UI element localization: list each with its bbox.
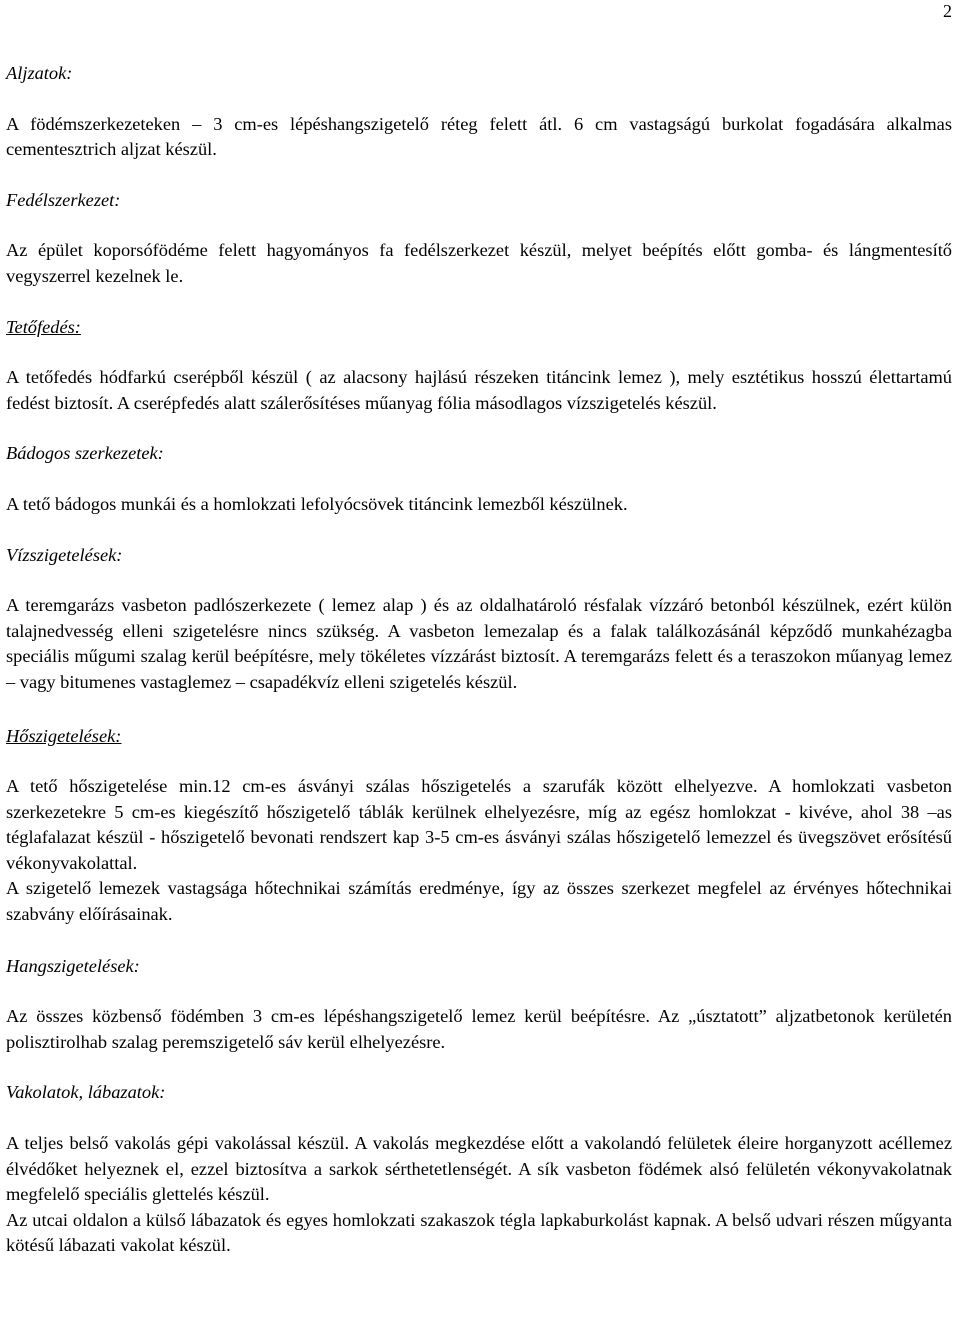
heading-fedelszerkezet: Fedélszerkezet: <box>6 189 121 210</box>
page-number: 2 <box>943 1 952 21</box>
document-body <box>6 61 952 1259</box>
paragraph-tetofedes: A tetőfedés hódfarkú cserépből készül ( az alacsony hajlású részeken titáncink lemez ), mely esztétikus hosszú élettartamú fedést biztosít. A cserépfedés alatt szálerősítéses műanyag fólia másodlagos vízszigetelés készül. <box>6 367 952 413</box>
paragraph-aljzatok: A födémszerkezeteken – 3 cm-es lépéshangszigetelő réteg felett átl. 6 cm vastagságú burkolat fogadására alkalmas cementesztrich aljzat készül. <box>6 113 952 160</box>
paragraph-vizszigeteles: A teremgarázs vasbeton padlószerkezete ( lemez alap ) és az oldalhatároló résfalak vízzáró betonból készülnek, ezért külön talajnedvesség elleni szigetelésre nincs szükség. A vasbeton lemezalap és a falak találkozásánál képződő munkahézagba speciális műgumi szalag kerül beépítésre, mely tökéletes vízzárást biztosít. A teremgarázs felett és a teraszokon műanyag lemez – vagy bitumenes vastaglemez – csapadékvíz elleni szigetelés készül. <box>6 595 952 692</box>
paragraph-fedelszerkezet: Az épület koporsófödéme felett hagyományos fa fedélszerkezet készül, melyet beépítés előtt gomba- és lángmentesítő vegyszerrel kezelnek le. <box>6 240 952 286</box>
paragraph-badogos: A tető bádogos munkái és a homlokzati lefolyócsövek titáncink lemezből készülnek. <box>6 493 628 514</box>
heading-hangszigeteles: Hangszigetelések: <box>6 955 140 976</box>
heading-tetofedes: Tetőfedés: <box>6 316 81 337</box>
paragraph-hoszigeteles-1: A tető hőszigetelése min.12 cm-es ásványi szálas hőszigetelés a szarufák között elhelyezve. A homlokzati vasbeton szerkezetekre 5 cm-es kiegészítő hőszigetelő táblák kerülnek elhelyezésre, míg az egész homlokzat - kivéve, ahol 38 –as téglafalazat készül - hőszigetelő bevonati rendszert kap 3-5 cm-es ásványi szálas hőszigetelő lemezzel és üvegszövet erősítésű vékonyvakolattal. <box>6 776 952 873</box>
paragraph-hoszigeteles-2: A szigetelő lemezek vastagsága hőtechnikai számítás eredménye, így az összes szerkezet megfelel az érvényes hőtechnikai szabvány előírásainak. <box>6 878 952 925</box>
heading-vizszigeteles: Vízszigetelések: <box>6 544 123 565</box>
heading-vakolatok: Vakolatok, lábazatok: <box>6 1082 166 1103</box>
heading-badogos: Bádogos szerkezetek: <box>6 443 164 464</box>
heading-aljzatok: Aljzatok: <box>6 63 73 83</box>
heading-hoszigeteles: Hőszigetelések: <box>6 725 122 746</box>
paragraph-hangszigeteles: Az összes közbenső födémben 3 cm-es lépéshangszigetelő lemez kerül beépítésre. Az „úsztatott” aljzatbetonok kerületén polisztirolhab szalag peremszigetelő sáv kerül elhelyezésre. <box>6 1006 952 1052</box>
paragraph-vakolatok-2: Az utcai oldalon a külső lábazatok és egyes homlokzati szakaszok tégla lapkaburkolást kapnak. A belső udvari részen műgyanta kötésű lábazati vakolat készül. <box>6 1209 952 1256</box>
paragraph-vakolatok-1: A teljes belső vakolás gépi vakolással készül. A vakolás megkezdése előtt a vakolandó felületek éleire horganyzott acéllemez élvédőket helyeznek el, ezzel biztosítva a sarkok sérthetetlenségét. A sík vasbeton födémek alsó felületén vékonyvakolatnak megfelelő speciális glettelés készül. <box>6 1133 952 1205</box>
